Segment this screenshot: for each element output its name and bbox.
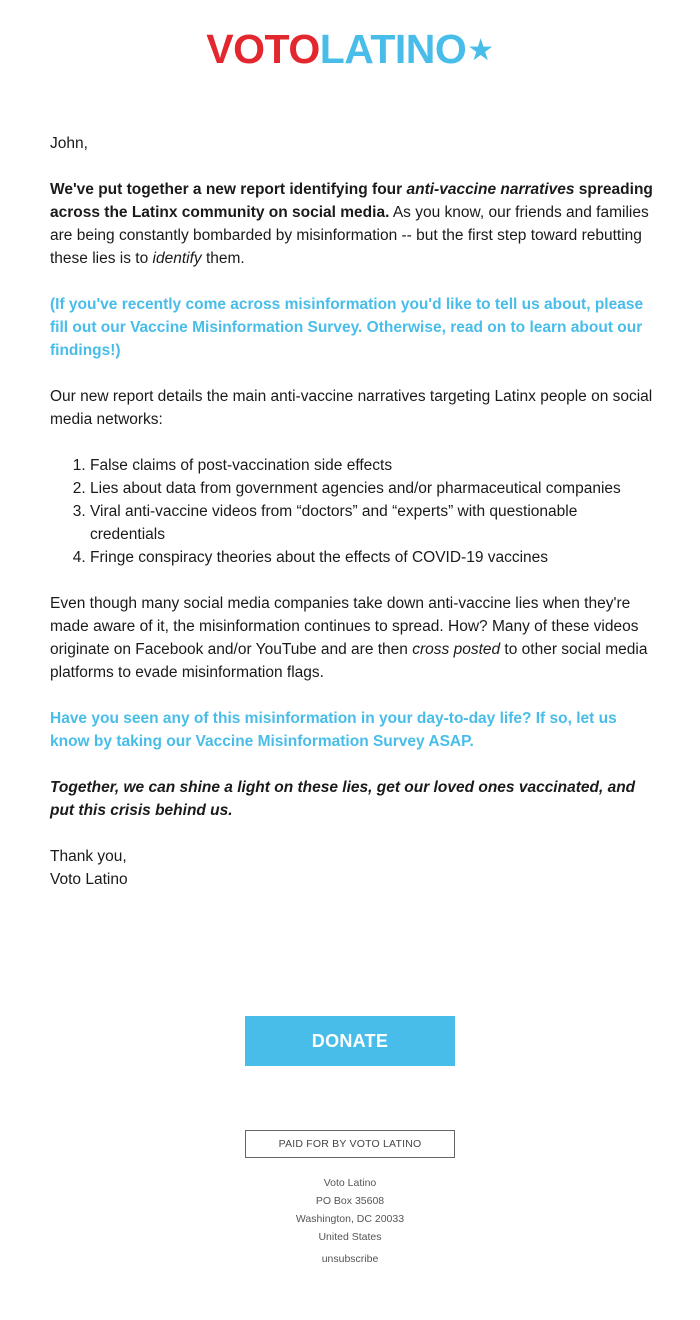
list-item: 2. Lies about data from government agencies and/or pharmaceutical companies	[90, 477, 654, 500]
closing-statement: Together, we can shine a light on these lies, get our loved ones vaccinated, and put this crisis behind us.	[50, 779, 636, 819]
address-line: PO Box 35608	[315, 1195, 385, 1207]
intro-paragraph	[50, 178, 654, 270]
donate-button-wrapper	[245, 1016, 455, 1066]
intro-rest-italic: identify	[152, 250, 202, 267]
list-item: 4. Fringe conspiracy theories about the effects of COVID-19 vaccines	[90, 546, 654, 569]
intro-bold-b: spreading across the Latinx community on social media.	[50, 181, 653, 221]
survey-callout-link[interactable]: (If you've recently come across misinformation you'd like to tell us about, please fill out our Vaccine Misinformation Survey. Otherwise, read on to learn about our findings!)	[50, 296, 644, 359]
address-line: Washington, DC 20033	[295, 1213, 405, 1225]
voto-latino-logo[interactable]	[0, 26, 700, 72]
paid-for-disclaimer: PAID FOR BY VOTO LATINO	[245, 1130, 455, 1158]
list-item: 1. False claims of post-vaccination side effects	[90, 454, 654, 477]
list-item: 3. Viral anti-vaccine videos from “doctors” and “experts” with questionable credentials	[90, 500, 654, 546]
logo-voto-text: VOTO	[206, 26, 320, 72]
report-intro-paragraph: Our new report details the main anti-vaccine narratives targeting Latinx people on social media networks:	[50, 388, 653, 428]
signoff-line-2: Voto Latino	[50, 871, 128, 888]
address-line: United States	[318, 1231, 382, 1243]
signoff-line-1: Thank you,	[50, 848, 127, 865]
star-icon: ★	[467, 34, 494, 67]
unsubscribe-link[interactable]: unsubscribe	[321, 1253, 379, 1265]
intro-rest-b: them.	[201, 250, 245, 267]
narratives-list	[50, 454, 654, 569]
spread-text-b: to other social media platforms to evade misinformation flags.	[50, 641, 648, 681]
spread-paragraph	[50, 592, 654, 684]
signoff	[50, 845, 654, 891]
spread-italic: cross posted	[412, 641, 501, 658]
donate-button[interactable]: DONATE	[245, 1016, 455, 1066]
spread-text-a: Even though many social media companies take down anti-vaccine lies when they're made aware of it, the misinformation continues to spread. How? Many of these videos originate on Facebook and/or YouTube and are then	[50, 595, 639, 658]
intro-bold-a: We've put together a new report identifying four	[50, 181, 407, 198]
email-body	[50, 132, 654, 914]
footer-address	[0, 1174, 700, 1246]
address-line: Voto Latino	[323, 1177, 377, 1189]
survey-cta-link[interactable]: Have you seen any of this misinformation in your day-to-day life? If so, let us know by taking our Vaccine Misinformation Survey ASAP.	[50, 710, 617, 750]
intro-bold-italic: anti-vaccine narratives	[406, 181, 575, 198]
logo-latino-text: LATINO	[319, 26, 467, 72]
intro-rest-a: As you know, our friends and families are being constantly bombarded by misinformation -- but the first step toward rebutting these lies is to	[50, 204, 649, 267]
greeting: John,	[50, 135, 88, 152]
